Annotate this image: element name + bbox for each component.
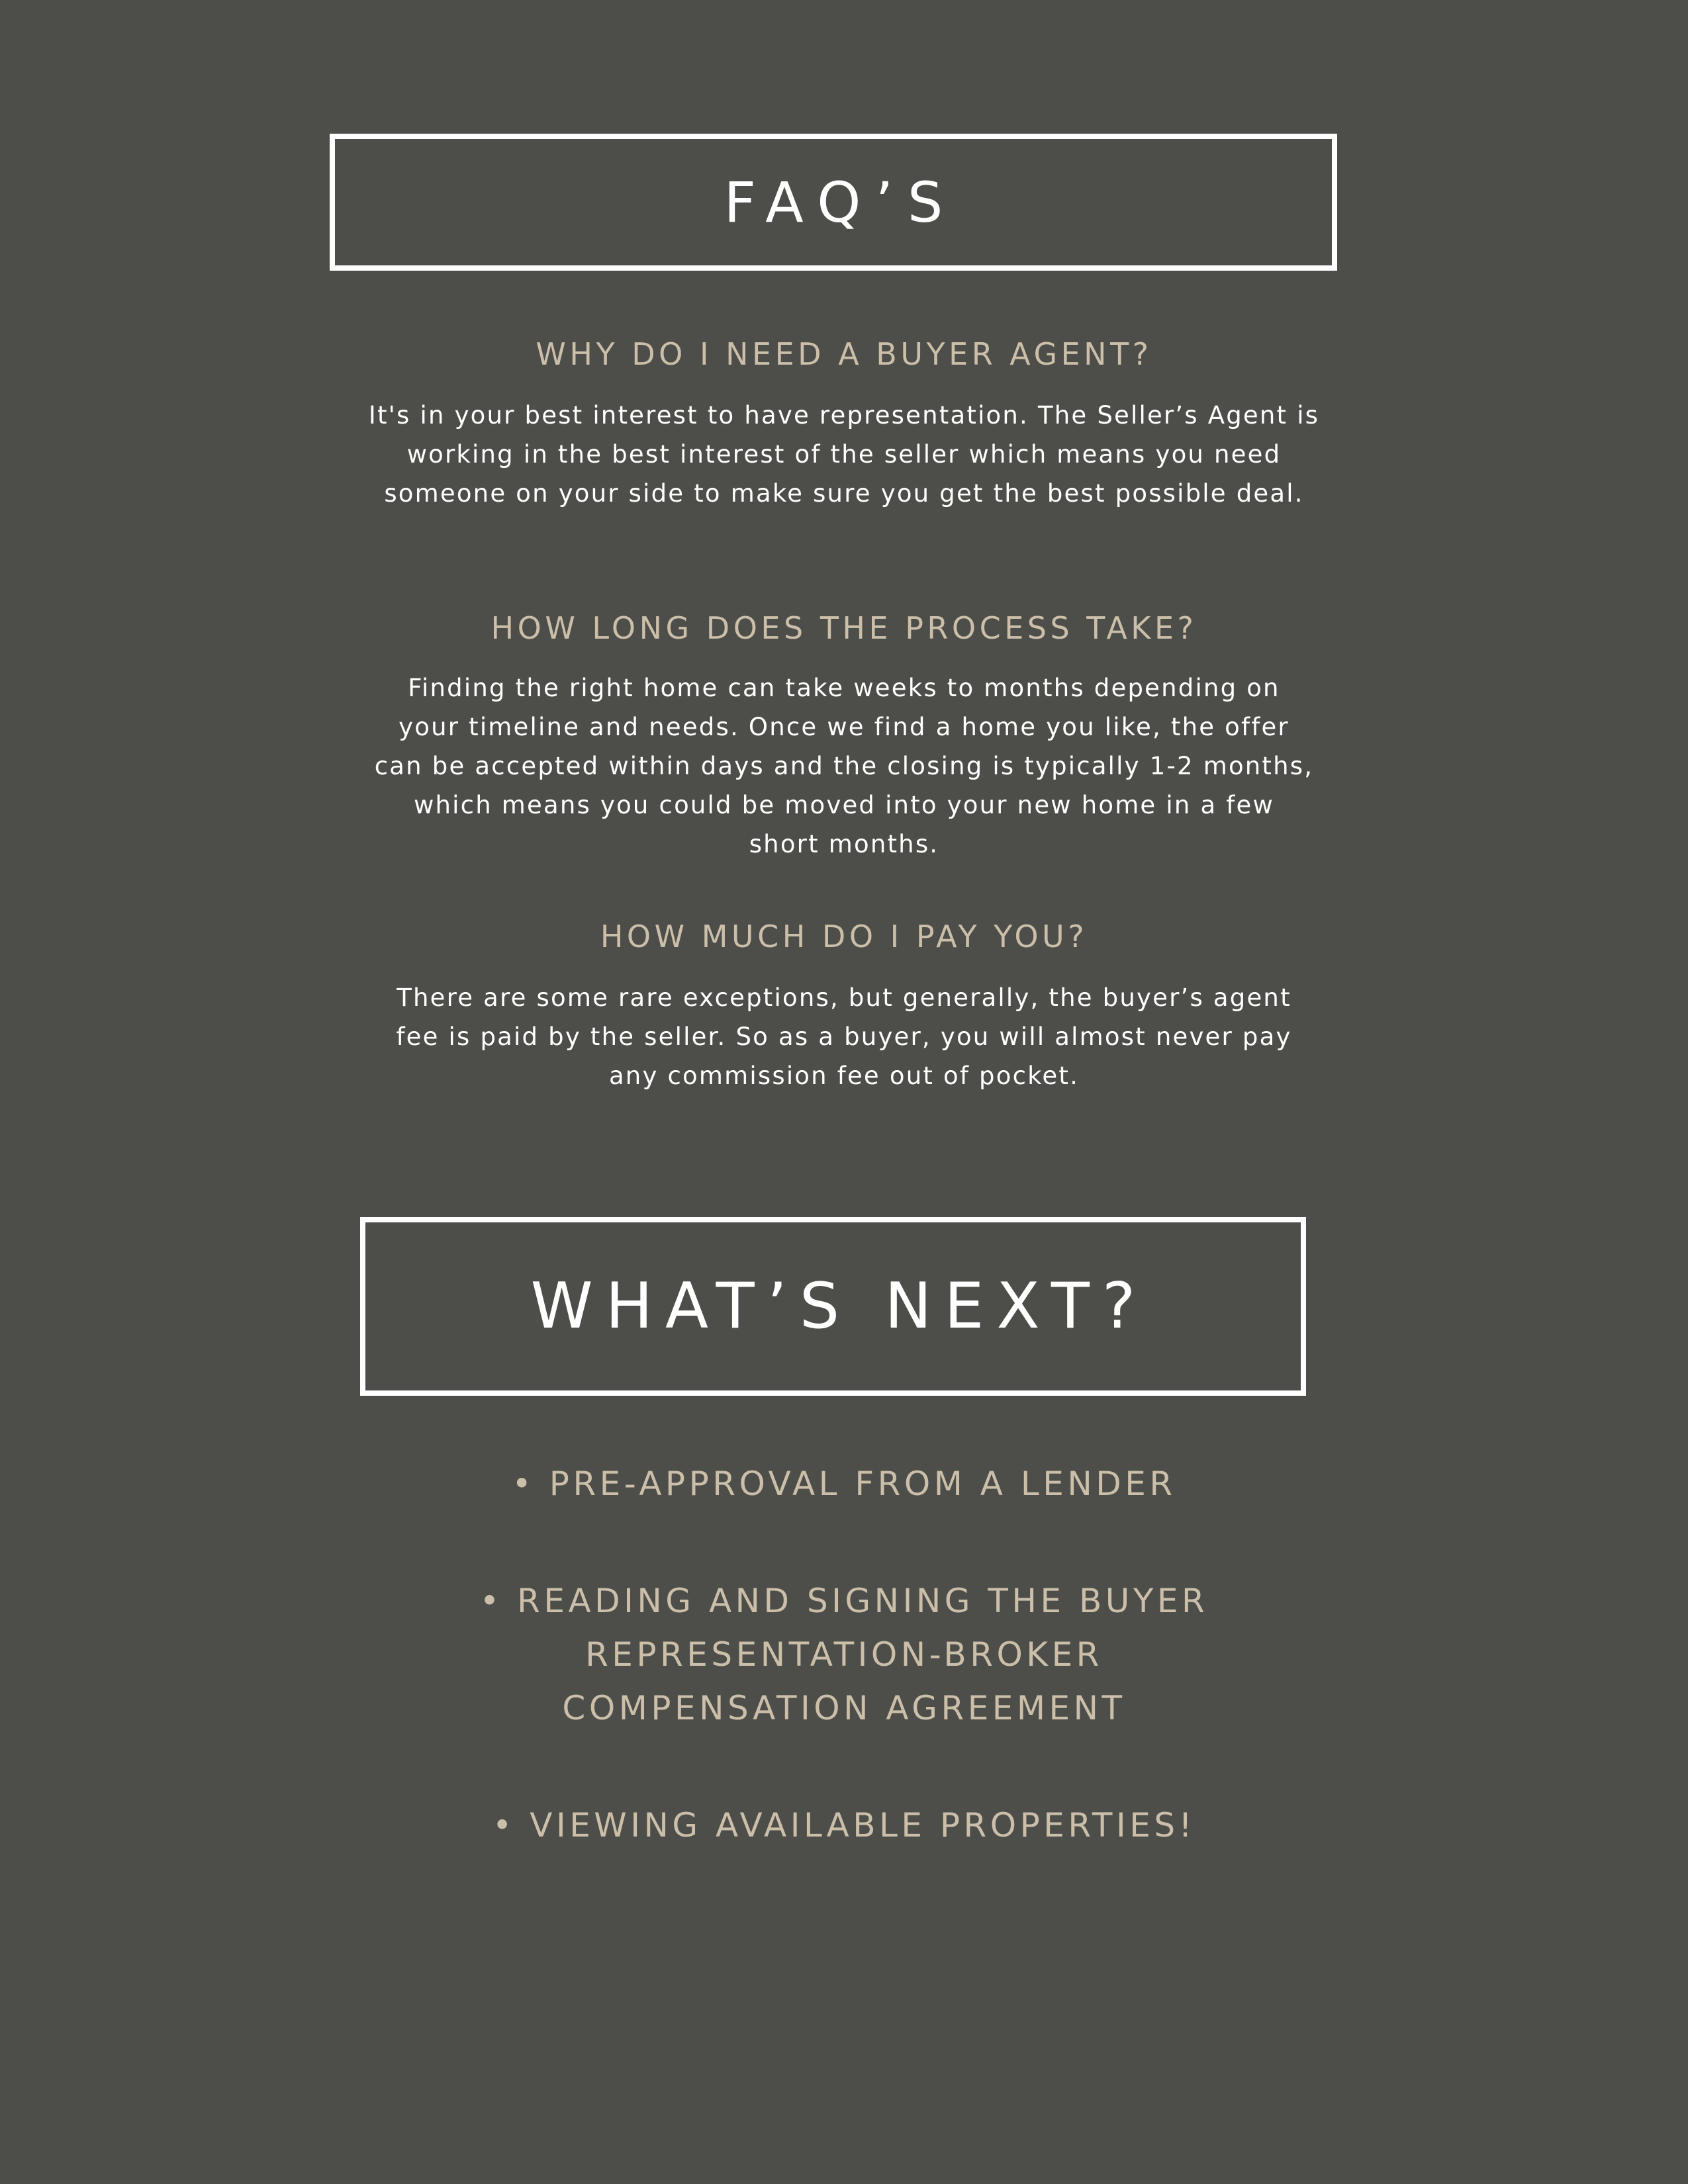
faq-question-process-length: HOW LONG DOES THE PROCESS TAKE? xyxy=(491,610,1197,646)
step-line: • VIEWING AVAILABLE PROPERTIES! xyxy=(492,1806,1196,1844)
answer-line: which means you could be moved into your new home in a few xyxy=(414,791,1274,819)
answer-line: any commission fee out of pocket. xyxy=(608,1062,1080,1090)
faq-answer-process-length xyxy=(0,668,1688,864)
step-line: REPRESENTATION-BROKER xyxy=(585,1635,1103,1674)
next-step-viewing xyxy=(0,1799,1688,1852)
next-step-pre-approval xyxy=(0,1457,1688,1511)
step-line: • READING AND SIGNING THE BUYER xyxy=(479,1582,1209,1620)
answer-line: someone on your side to make sure you get the best possible deal. xyxy=(384,479,1304,508)
step-line: COMPENSATION AGREEMENT xyxy=(562,1689,1126,1727)
answer-line: working in the best interest of the seller which means you need xyxy=(406,440,1282,469)
next-step-agreement xyxy=(0,1574,1688,1735)
answer-line: can be accepted within days and the closing is typically 1-2 months, xyxy=(374,752,1314,780)
step-line: • PRE-APPROVAL FROM A LENDER xyxy=(512,1465,1176,1503)
faq-answer-buyer-agent xyxy=(0,396,1688,513)
answer-line: fee is paid by the seller. So as a buyer, you will almost never pay xyxy=(396,1023,1292,1051)
faq-title-box xyxy=(330,134,1337,271)
whats-next-title-box xyxy=(360,1217,1306,1396)
faq-title: FAQ’S xyxy=(724,169,958,235)
answer-line: short months. xyxy=(749,830,939,858)
faq-answer-payment xyxy=(0,978,1688,1095)
answer-line: There are some rare exceptions, but generally, the buyer’s agent xyxy=(397,983,1291,1012)
answer-line: your timeline and needs. Once we find a home you like, the offer xyxy=(399,713,1289,741)
whats-next-title: WHAT’S NEXT? xyxy=(530,1270,1149,1343)
answer-line: It's in your best interest to have representation. The Seller’s Agent is xyxy=(368,401,1320,430)
faq-question-buyer-agent: WHY DO I NEED A BUYER AGENT? xyxy=(536,336,1152,372)
faq-question-payment: HOW MUCH DO I PAY YOU? xyxy=(600,919,1088,954)
answer-line: Finding the right home can take weeks to months depending on xyxy=(408,674,1280,702)
